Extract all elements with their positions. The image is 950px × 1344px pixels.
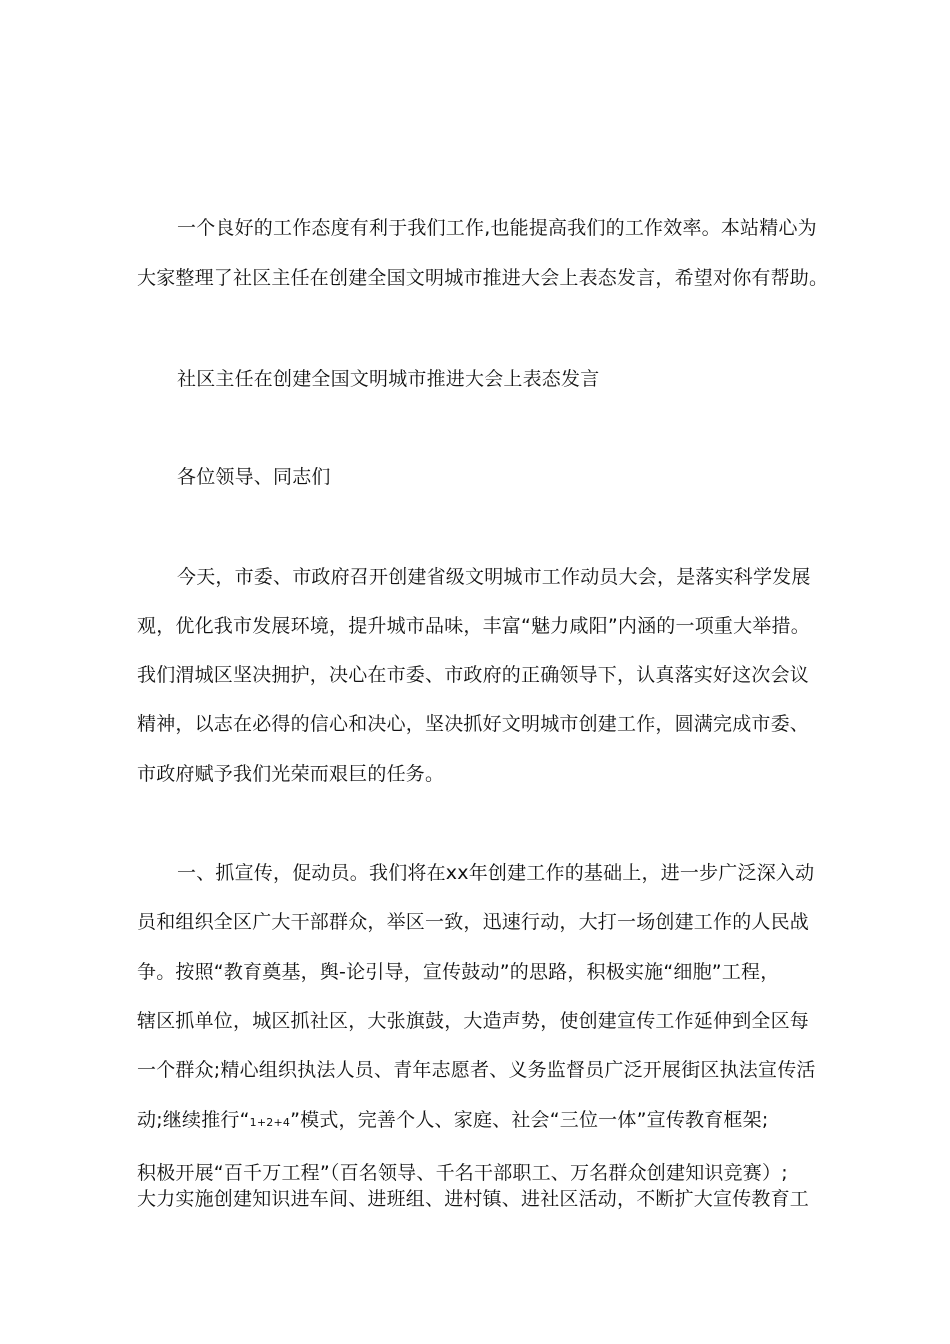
paragraph-1-line-3: 我们渭城区坚决拥护，决心在市委、市政府的正确领导下，认真落实好这次会议 [137, 664, 810, 686]
paragraph-2-line-6 [137, 1108, 827, 1135]
document-title: 社区主任在创建全国文明城市推进大会上表态发言 [177, 368, 600, 390]
paragraph-2-line-4: 辖区抓单位，城区抓社区，大张旗鼓，大造声势，使创建宣传工作延伸到全区每 [137, 1010, 810, 1032]
paragraph-1-line-2: 观，优化我市发展环境，提升城市品味，丰富“魅力咸阳”内涵的一项重大举措。 [137, 615, 810, 637]
paragraph-2-line-8: 大力实施创建知识进车间、进班组、进村镇、进社区活动，不断扩大宣传教育工 [137, 1188, 810, 1210]
model-formula: 1+2+4 [249, 1116, 291, 1129]
paragraph-2-line-1: 一、抓宣传，促动员。我们将在xx年创建工作的基础上，进一步广泛深入动 [177, 862, 815, 884]
paragraph-1-line-5: 市政府赋予我们光荣而艰巨的任务。 [137, 763, 445, 785]
paragraph-1-line-4: 精神，以志在必得的信心和决心，坚决抓好文明城市创建工作，圆满完成市委、 [137, 713, 810, 735]
paragraph-2-line-6-start: 动;继续推行“ [137, 1109, 250, 1131]
paragraph-2-line-6-end: ”模式，完善个人、家庭、社会“三位一体”宣传教育框架; [290, 1109, 769, 1131]
paragraph-2-line-7: 积极开展“百千万工程”（百名领导、千名干部职工、万名群众创建知识竞赛）; [137, 1162, 788, 1184]
intro-line-1: 一个良好的工作态度有利于我们工作,也能提高我们的工作效率。本站精心为 [177, 217, 817, 239]
paragraph-2-line-3: 争。按照“教育奠基，舆-论引导，宣传鼓动”的思路，积极实施“细胞”工程， [137, 961, 780, 983]
salutation: 各位领导、同志们 [177, 466, 331, 488]
paragraph-2-line-2: 员和组织全区广大干部群众，举区一致，迅速行动，大打一场创建工作的人民战 [137, 911, 810, 933]
intro-line-2: 大家整理了社区主任在创建全国文明城市推进大会上表态发言，希望对你有帮助。 [137, 267, 829, 289]
paragraph-1-line-1: 今天，市委、市政府召开创建省级文明城市工作动员大会，是落实科学发展 [177, 566, 811, 588]
paragraph-2-line-5: 一个群众;精心组织执法人员、青年志愿者、义务监督员广泛开展街区执法宣传活 [137, 1059, 816, 1081]
